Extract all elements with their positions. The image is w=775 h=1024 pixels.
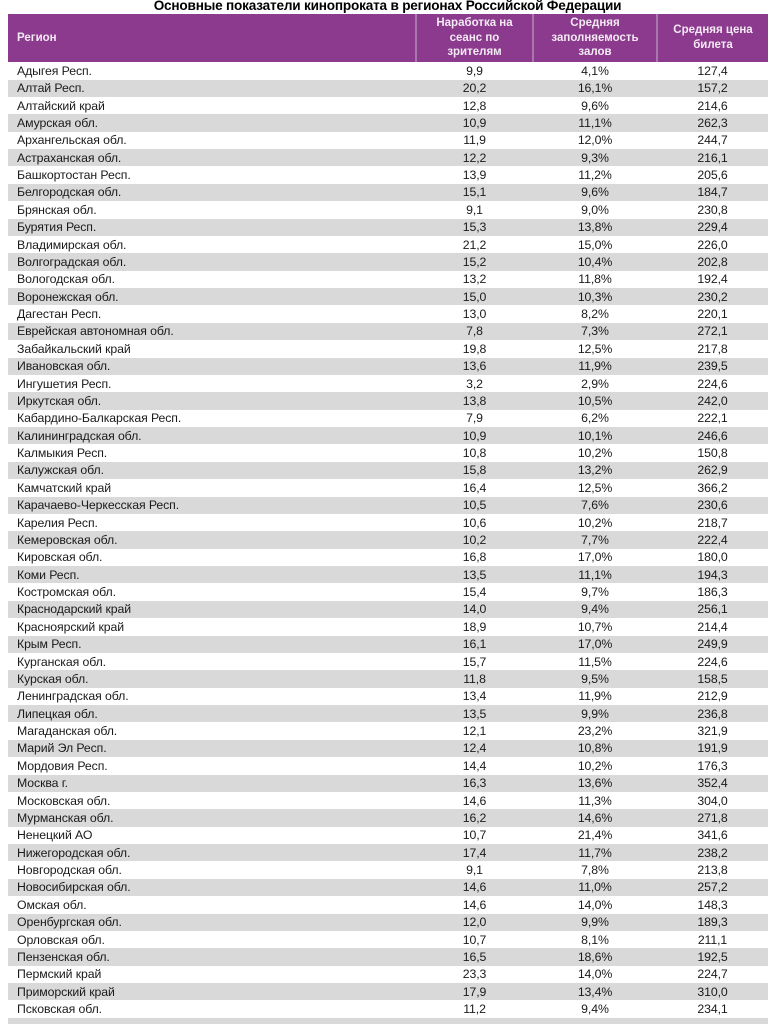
region-cell: Новосибирская обл. xyxy=(17,880,131,895)
region-cell: Бурятия Респ. xyxy=(17,220,97,235)
sessions-per-viewer-cell: 11,9 xyxy=(463,133,486,148)
table-row xyxy=(8,670,768,687)
occupancy-cell: 11,1% xyxy=(578,567,612,582)
sessions-per-viewer-cell: 13,0 xyxy=(462,307,487,322)
ticket-price-cell: 211,1 xyxy=(697,932,728,947)
table-row xyxy=(8,427,768,444)
region-cell: Адыгея Респ. xyxy=(17,63,92,78)
table-row xyxy=(8,896,768,913)
sessions-per-viewer-cell: 17,9 xyxy=(462,984,487,999)
region-cell: Липецкая обл. xyxy=(17,706,98,721)
table-row xyxy=(8,583,768,600)
table-row xyxy=(8,288,768,305)
ticket-price-cell: 176,3 xyxy=(697,758,728,773)
page-title: Основные показатели кинопроката в регионах Российской Федерации xyxy=(153,0,622,13)
ticket-price-cell: 246,6 xyxy=(697,428,728,443)
occupancy-cell: 9,6% xyxy=(581,98,609,113)
region-cell: Красноярский край xyxy=(17,619,125,634)
table-row xyxy=(8,201,768,218)
occupancy-cell: 9,3% xyxy=(581,150,609,165)
region-cell: Камчатский край xyxy=(17,480,112,495)
ticket-price-cell: 216,1 xyxy=(697,150,728,165)
sessions-per-viewer-cell: 10,9 xyxy=(462,115,487,130)
region-cell: Астраханская обл. xyxy=(17,150,122,165)
sessions-per-viewer-cell: 15,8 xyxy=(462,463,487,478)
ticket-price-cell: 242,0 xyxy=(697,393,728,408)
sessions-per-viewer-cell: 13,9 xyxy=(462,168,487,183)
occupancy-cell: 13,4% xyxy=(577,984,613,999)
sessions-per-viewer-cell: 14,6 xyxy=(462,880,487,895)
sessions-per-viewer-cell: 9,1 xyxy=(466,202,483,217)
region-cell: Ингушетия Респ. xyxy=(17,376,112,391)
table-row xyxy=(8,462,768,479)
occupancy-cell: 13,2% xyxy=(577,463,613,478)
ticket-price-cell: 272,1 xyxy=(697,324,728,339)
table-row xyxy=(8,549,768,566)
region-cell: Воронежская обл. xyxy=(17,289,119,304)
partial-clipped-row xyxy=(8,1018,768,1024)
region-cell: Орловская обл. xyxy=(17,932,105,947)
table-row xyxy=(8,653,768,670)
sessions-per-viewer-cell: 12,1 xyxy=(462,724,487,739)
sessions-per-viewer-cell: 13,5 xyxy=(462,706,487,721)
ticket-price-cell: 184,7 xyxy=(697,185,728,200)
region-cell: Вологодская обл. xyxy=(17,272,115,287)
region-cell: Мордовия Респ. xyxy=(17,758,108,773)
sessions-per-viewer-cell: 10,8 xyxy=(462,446,487,461)
region-cell: Забайкальский край xyxy=(17,341,131,356)
occupancy-cell: 10,4% xyxy=(577,254,613,269)
occupancy-cell: 11,3% xyxy=(578,793,612,808)
ticket-price-cell: 189,3 xyxy=(697,915,728,930)
sessions-per-viewer-cell: 16,4 xyxy=(462,480,487,495)
occupancy-cell: 11,7% xyxy=(578,845,612,860)
ticket-price-cell: 220,1 xyxy=(697,307,728,322)
region-cell: Карелия Респ. xyxy=(17,515,98,530)
occupancy-cell: 12,5% xyxy=(577,480,613,495)
occupancy-cell: 7,7% xyxy=(581,532,609,547)
occupancy-cell: 10,2% xyxy=(577,758,613,773)
table-row xyxy=(8,722,768,739)
occupancy-cell: 12,0% xyxy=(577,133,613,148)
ticket-price-cell: 186,3 xyxy=(697,585,728,600)
ticket-price-cell: 262,9 xyxy=(697,463,728,478)
sessions-per-viewer-cell: 12,2 xyxy=(462,150,487,165)
table-row xyxy=(8,740,768,757)
region-cell: Кабардино-Балкарская Респ. xyxy=(17,411,182,426)
table-row xyxy=(8,132,768,149)
column-header-ticket-price: Средняя цена билета xyxy=(657,14,768,62)
occupancy-cell: 2,9% xyxy=(581,376,609,391)
ticket-price-cell: 256,1 xyxy=(697,602,728,617)
sessions-per-viewer-cell: 13,5 xyxy=(462,567,487,582)
table-row xyxy=(8,601,768,618)
ticket-price-cell: 214,4 xyxy=(697,619,728,634)
region-cell: Нижегородская обл. xyxy=(17,845,131,860)
table-row xyxy=(8,497,768,514)
ticket-price-cell: 230,2 xyxy=(697,289,728,304)
column-header-sessions-per-viewer: Наработка на сеанс по зрителям xyxy=(416,14,533,62)
sessions-per-viewer-cell: 15,4 xyxy=(462,585,487,600)
ticket-price-cell: 218,7 xyxy=(697,515,728,530)
cinema-indicators-table xyxy=(8,14,768,1024)
ticket-price-cell: 150,8 xyxy=(697,446,728,461)
occupancy-cell: 12,5% xyxy=(577,341,613,356)
occupancy-cell: 16,1% xyxy=(577,81,613,96)
sessions-per-viewer-cell: 14,4 xyxy=(462,758,487,773)
table-row xyxy=(8,966,768,983)
occupancy-cell: 18,6% xyxy=(577,949,613,964)
table-row xyxy=(8,253,768,270)
ticket-price-cell: 224,7 xyxy=(697,967,728,982)
ticket-price-cell: 191,9 xyxy=(697,741,728,756)
ticket-price-cell: 194,3 xyxy=(697,567,728,582)
table-row xyxy=(8,97,768,114)
table-row xyxy=(8,323,768,340)
occupancy-cell: 14,0% xyxy=(577,967,613,982)
table-row xyxy=(8,792,768,809)
occupancy-cell: 10,8% xyxy=(577,741,613,756)
table-row xyxy=(8,566,768,583)
occupancy-cell: 17,0% xyxy=(577,637,613,652)
occupancy-cell: 15,0% xyxy=(577,237,613,252)
ticket-price-cell: 230,6 xyxy=(697,498,728,513)
occupancy-cell: 9,4% xyxy=(581,1002,609,1017)
region-cell: Пермский край xyxy=(17,967,102,982)
sessions-per-viewer-cell: 16,1 xyxy=(462,637,487,652)
region-cell: Карачаево-Черкесская Респ. xyxy=(17,498,180,513)
region-cell: Ненецкий АО xyxy=(17,828,93,843)
sessions-per-viewer-cell: 19,8 xyxy=(462,341,487,356)
table-row xyxy=(8,219,768,236)
sessions-per-viewer-cell: 10,2 xyxy=(462,532,487,547)
occupancy-cell: 11,5% xyxy=(578,654,612,669)
sessions-per-viewer-cell: 16,8 xyxy=(462,550,487,565)
table-row xyxy=(8,271,768,288)
occupancy-cell: 10,5% xyxy=(577,393,613,408)
ticket-price-cell: 226,0 xyxy=(697,237,728,252)
sessions-per-viewer-cell: 13,4 xyxy=(462,689,487,704)
table-row xyxy=(8,392,768,409)
ticket-price-cell: 262,3 xyxy=(697,115,728,130)
table-row xyxy=(8,879,768,896)
region-cell: Приморский край xyxy=(17,984,115,999)
sessions-per-viewer-cell: 23,3 xyxy=(462,967,487,982)
table-row xyxy=(8,444,768,461)
sessions-per-viewer-cell: 16,3 xyxy=(462,776,487,791)
region-cell: Архангельская обл. xyxy=(17,133,127,148)
occupancy-cell: 8,2% xyxy=(581,307,609,322)
region-cell: Марий Эл Респ. xyxy=(17,741,107,756)
occupancy-cell: 6,2% xyxy=(581,411,609,426)
occupancy-cell: 11,9% xyxy=(578,359,612,374)
table-row xyxy=(8,827,768,844)
ticket-price-cell: 238,2 xyxy=(697,845,728,860)
region-cell: Псковская обл. xyxy=(17,1002,102,1017)
ticket-price-cell: 213,8 xyxy=(697,863,728,878)
ticket-price-cell: 366,2 xyxy=(697,480,728,495)
region-cell: Еврейская автономная обл. xyxy=(17,324,174,339)
sessions-per-viewer-cell: 3,2 xyxy=(466,376,483,391)
sessions-per-viewer-cell: 7,9 xyxy=(466,411,483,426)
region-cell: Магаданская обл. xyxy=(17,724,118,739)
region-cell: Башкортостан Респ. xyxy=(17,168,131,183)
table-row xyxy=(8,410,768,427)
occupancy-cell: 13,6% xyxy=(577,776,613,791)
table-row xyxy=(8,757,768,774)
ticket-price-cell: 157,2 xyxy=(697,81,728,96)
occupancy-cell: 7,8% xyxy=(581,863,609,878)
table-row xyxy=(8,1000,768,1017)
occupancy-cell: 9,9% xyxy=(581,706,609,721)
table-row xyxy=(8,809,768,826)
table-row xyxy=(8,305,768,322)
sessions-per-viewer-cell: 10,9 xyxy=(462,428,487,443)
region-cell: Кемеровская обл. xyxy=(17,532,118,547)
table-body xyxy=(8,62,768,1024)
sessions-per-viewer-cell: 12,8 xyxy=(462,98,487,113)
region-cell: Краснодарский край xyxy=(17,602,132,617)
empty-cell xyxy=(416,1018,533,1024)
region-cell: Оренбургская обл. xyxy=(17,915,122,930)
table-row xyxy=(8,618,768,635)
table-row xyxy=(8,861,768,878)
sessions-per-viewer-cell: 10,6 xyxy=(462,515,487,530)
table-row xyxy=(8,948,768,965)
occupancy-cell: 21,4% xyxy=(577,828,613,843)
occupancy-cell: 14,6% xyxy=(577,810,613,825)
table-row xyxy=(8,983,768,1000)
ticket-price-cell: 249,9 xyxy=(697,637,728,652)
table-row xyxy=(8,914,768,931)
occupancy-cell: 7,3% xyxy=(581,324,609,339)
region-cell: Пензенская обл. xyxy=(17,949,110,964)
sessions-per-viewer-cell: 15,7 xyxy=(462,654,487,669)
sessions-per-viewer-cell: 11,2 xyxy=(463,1002,486,1017)
occupancy-cell: 11,9% xyxy=(578,689,612,704)
sessions-per-viewer-cell: 14,6 xyxy=(462,897,487,912)
table-header xyxy=(8,14,768,62)
sessions-per-viewer-cell: 12,4 xyxy=(462,741,487,756)
region-cell: Алтай Респ. xyxy=(17,81,85,96)
table-row xyxy=(8,340,768,357)
sessions-per-viewer-cell: 7,8 xyxy=(466,324,483,339)
ticket-price-cell: 214,6 xyxy=(697,98,728,113)
sessions-per-viewer-cell: 14,6 xyxy=(462,793,487,808)
occupancy-cell: 8,1% xyxy=(581,932,609,947)
sessions-per-viewer-cell: 10,7 xyxy=(462,932,487,947)
occupancy-cell: 11,0% xyxy=(578,880,612,895)
occupancy-cell: 11,2% xyxy=(578,168,612,183)
sessions-per-viewer-cell: 9,1 xyxy=(466,863,483,878)
sessions-per-viewer-cell: 10,7 xyxy=(462,828,487,843)
ticket-price-cell: 230,8 xyxy=(697,202,728,217)
occupancy-cell: 10,3% xyxy=(577,289,613,304)
region-cell: Ивановская обл. xyxy=(17,359,111,374)
region-cell: Костромская обл. xyxy=(17,585,116,600)
table-row xyxy=(8,236,768,253)
ticket-price-cell: 202,8 xyxy=(697,254,728,269)
ticket-price-cell: 180,0 xyxy=(697,550,728,565)
region-cell: Алтайский край xyxy=(17,98,105,113)
region-cell: Владимирская обл. xyxy=(17,237,127,252)
region-cell: Крым Респ. xyxy=(17,637,82,652)
region-cell: Курганская обл. xyxy=(17,654,106,669)
occupancy-cell: 10,2% xyxy=(577,515,613,530)
ticket-price-cell: 192,5 xyxy=(697,949,728,964)
ticket-price-cell: 224,6 xyxy=(697,654,728,669)
region-cell: Мурманская обл. xyxy=(17,810,114,825)
occupancy-cell: 9,6% xyxy=(581,185,609,200)
occupancy-cell: 13,8% xyxy=(577,220,613,235)
sessions-per-viewer-cell: 13,6 xyxy=(462,359,487,374)
occupancy-cell: 7,6% xyxy=(581,498,609,513)
table-row xyxy=(8,375,768,392)
ticket-price-cell: 222,4 xyxy=(697,532,728,547)
sessions-per-viewer-cell: 14,0 xyxy=(462,602,487,617)
table-row xyxy=(8,184,768,201)
ticket-price-cell: 158,5 xyxy=(697,671,728,686)
occupancy-cell: 10,7% xyxy=(577,619,613,634)
sessions-per-viewer-cell: 15,3 xyxy=(462,220,487,235)
table-row xyxy=(8,166,768,183)
sessions-per-viewer-cell: 15,2 xyxy=(462,254,487,269)
table-row xyxy=(8,80,768,97)
ticket-price-cell: 271,8 xyxy=(697,810,728,825)
sessions-per-viewer-cell: 16,2 xyxy=(462,810,487,825)
region-cell: Калмыкия Респ. xyxy=(17,446,108,461)
region-cell: Дагестан Респ. xyxy=(17,307,102,322)
ticket-price-cell: 205,6 xyxy=(697,168,728,183)
table-row xyxy=(8,479,768,496)
table-row xyxy=(8,688,768,705)
ticket-price-cell: 192,4 xyxy=(697,272,728,287)
sessions-per-viewer-cell: 17,4 xyxy=(462,845,487,860)
ticket-price-cell: 234,1 xyxy=(697,1002,728,1017)
sessions-per-viewer-cell: 13,2 xyxy=(462,272,487,287)
table-row xyxy=(8,358,768,375)
region-cell: Кировская обл. xyxy=(17,550,103,565)
ticket-price-cell: 236,8 xyxy=(697,706,728,721)
table-row xyxy=(8,636,768,653)
region-cell: Калужская обл. xyxy=(17,463,104,478)
region-cell: Волгоградская обл. xyxy=(17,254,127,269)
region-cell: Новгородская обл. xyxy=(17,863,122,878)
table-row xyxy=(8,531,768,548)
ticket-price-cell: 148,3 xyxy=(697,897,728,912)
table-row xyxy=(8,705,768,722)
occupancy-cell: 11,8% xyxy=(578,272,612,287)
occupancy-cell: 9,4% xyxy=(581,602,609,617)
ticket-price-cell: 224,6 xyxy=(697,376,728,391)
occupancy-cell: 9,5% xyxy=(581,671,609,686)
table-row xyxy=(8,114,768,131)
table-row xyxy=(8,931,768,948)
header-row xyxy=(8,14,768,62)
ticket-price-cell: 222,1 xyxy=(697,411,728,426)
ticket-price-cell: 244,7 xyxy=(697,133,728,148)
column-header-region: Регион xyxy=(8,14,416,62)
table-row xyxy=(8,514,768,531)
occupancy-cell: 4,1% xyxy=(581,63,609,78)
sessions-per-viewer-cell: 10,5 xyxy=(462,498,487,513)
region-cell: Ленинградская обл. xyxy=(17,689,129,704)
region-cell: Калининградская обл. xyxy=(17,428,142,443)
ticket-price-cell: 257,2 xyxy=(697,880,728,895)
ticket-price-cell: 212,9 xyxy=(697,689,728,704)
region-cell: Брянская обл. xyxy=(17,202,97,217)
occupancy-cell: 10,1% xyxy=(577,428,613,443)
region-cell: Белгородская обл. xyxy=(17,185,122,200)
ticket-price-cell: 321,9 xyxy=(697,724,728,739)
sessions-per-viewer-cell: 11,8 xyxy=(463,671,486,686)
sessions-per-viewer-cell: 16,5 xyxy=(462,949,487,964)
sessions-per-viewer-cell: 15,0 xyxy=(462,289,487,304)
occupancy-cell: 14,0% xyxy=(577,897,613,912)
ticket-price-cell: 217,8 xyxy=(697,341,728,356)
region-cell: Коми Респ. xyxy=(17,567,80,582)
occupancy-cell: 10,2% xyxy=(577,446,613,461)
sessions-per-viewer-cell: 15,1 xyxy=(462,185,487,200)
sessions-per-viewer-cell: 21,2 xyxy=(462,237,487,252)
region-cell: Омская обл. xyxy=(17,897,87,912)
ticket-price-cell: 310,0 xyxy=(697,984,728,999)
sessions-per-viewer-cell: 20,2 xyxy=(462,81,487,96)
ticket-price-cell: 352,4 xyxy=(697,776,728,791)
table-row xyxy=(8,62,768,79)
sessions-per-viewer-cell: 13,8 xyxy=(462,393,487,408)
table-row xyxy=(8,149,768,166)
occupancy-cell: 11,1% xyxy=(578,115,612,130)
table-row xyxy=(8,775,768,792)
region-cell: Московская обл. xyxy=(17,793,111,808)
sessions-per-viewer-cell: 12,0 xyxy=(462,915,487,930)
empty-cell xyxy=(533,1018,657,1024)
region-cell: Амурская обл. xyxy=(17,115,98,130)
empty-cell xyxy=(8,1018,416,1024)
ticket-price-cell: 127,4 xyxy=(697,63,728,78)
occupancy-cell: 9,9% xyxy=(581,915,609,930)
ticket-price-cell: 229,4 xyxy=(697,220,728,235)
sessions-per-viewer-cell: 18,9 xyxy=(462,619,487,634)
table-row xyxy=(8,844,768,861)
ticket-price-cell: 341,6 xyxy=(697,828,728,843)
region-cell: Иркутская обл. xyxy=(17,393,102,408)
sessions-per-viewer-cell: 9,9 xyxy=(466,63,483,78)
occupancy-cell: 23,2% xyxy=(577,724,613,739)
empty-cell xyxy=(657,1018,768,1024)
occupancy-cell: 9,0% xyxy=(581,202,609,217)
region-cell: Курская обл. xyxy=(17,671,89,686)
ticket-price-cell: 239,5 xyxy=(697,359,728,374)
occupancy-cell: 9,7% xyxy=(581,585,609,600)
region-cell: Москва г. xyxy=(17,776,68,791)
ticket-price-cell: 304,0 xyxy=(697,793,728,808)
occupancy-cell: 17,0% xyxy=(577,550,613,565)
column-header-occupancy: Средняя заполняемость залов xyxy=(533,14,657,62)
